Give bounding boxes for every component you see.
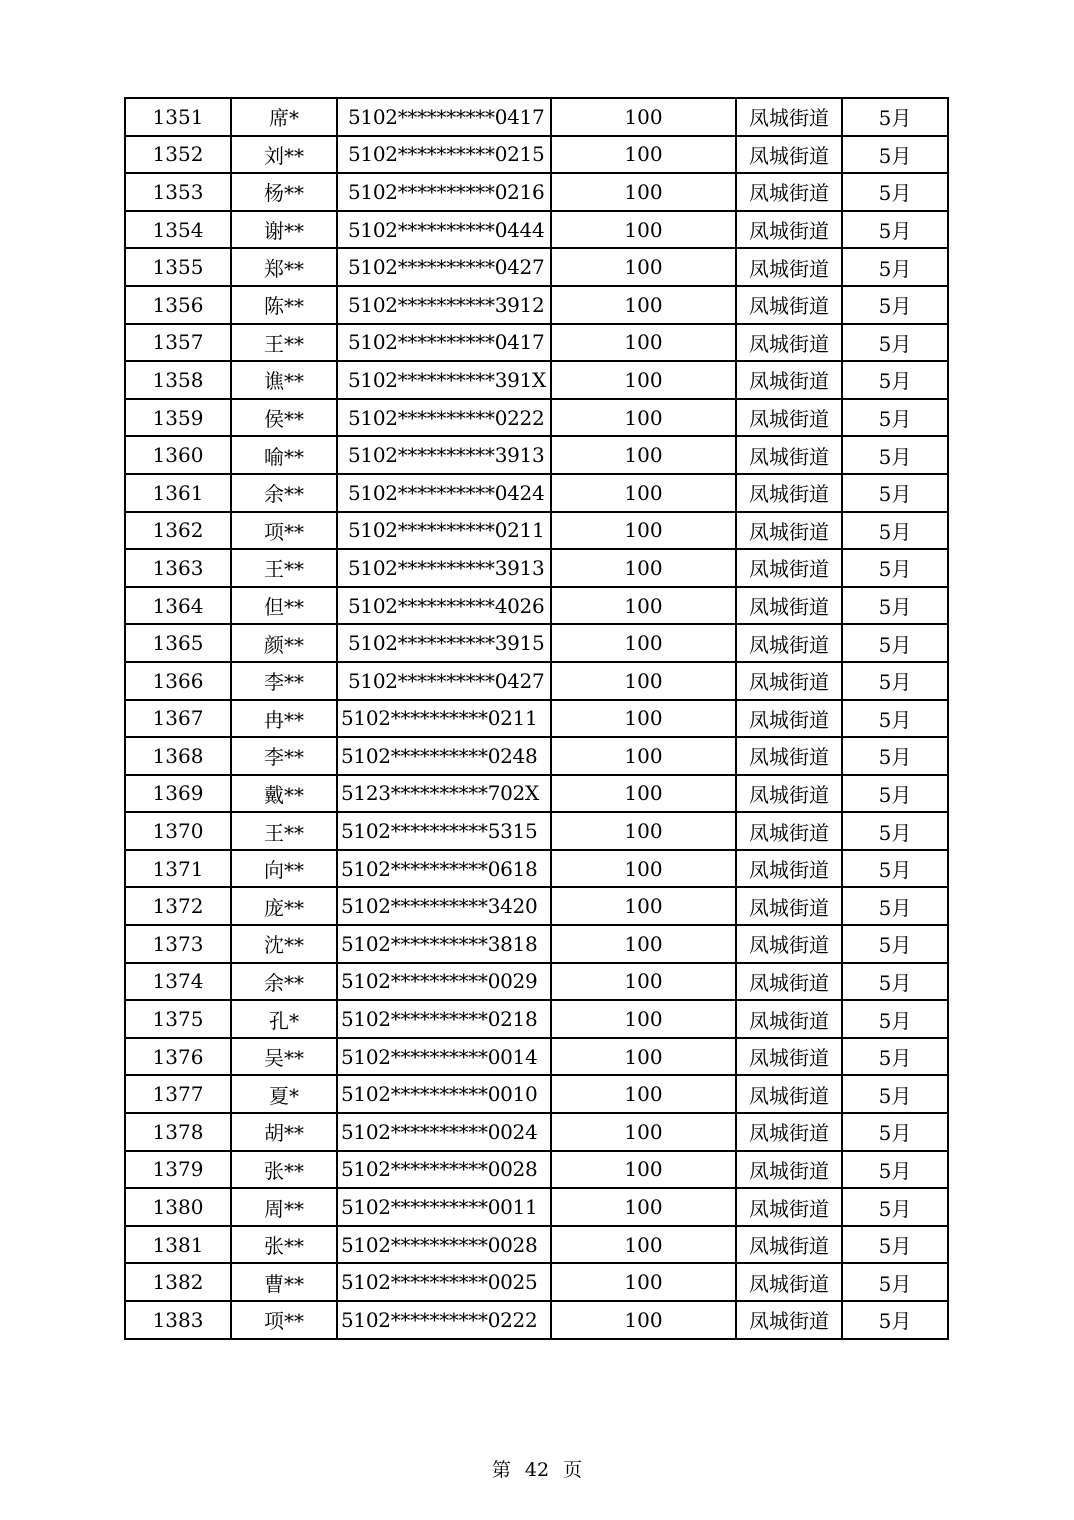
page-number: 42 xyxy=(524,1459,550,1481)
serial-number-cell: 1358 xyxy=(125,361,231,399)
name-cell: 李** xyxy=(231,662,337,700)
serial-number-cell: 1368 xyxy=(125,737,231,775)
id-number-cell: 5102**********0222 xyxy=(337,399,551,437)
street-cell: 凤城街道 xyxy=(736,1301,842,1339)
table-row xyxy=(125,1263,948,1301)
table-row xyxy=(125,474,948,512)
serial-number-cell: 1374 xyxy=(125,963,231,1001)
serial-number-cell: 1366 xyxy=(125,662,231,700)
footer-suffix: 页 xyxy=(563,1459,583,1481)
id-number-cell: 5102**********3913 xyxy=(337,436,551,474)
month-cell: 5月 xyxy=(842,662,948,700)
id-number-cell: 5102**********0216 xyxy=(337,173,551,211)
amount-cell: 100 xyxy=(551,1000,736,1038)
id-number-cell: 5102**********0218 xyxy=(337,1000,551,1038)
name-cell: 李** xyxy=(231,737,337,775)
name-cell: 谯** xyxy=(231,361,337,399)
month-cell: 5月 xyxy=(842,737,948,775)
table-row xyxy=(125,624,948,662)
amount-cell: 100 xyxy=(551,211,736,249)
amount-cell: 100 xyxy=(551,1151,736,1189)
name-cell: 谢** xyxy=(231,211,337,249)
serial-number-cell: 1371 xyxy=(125,850,231,888)
month-cell: 5月 xyxy=(842,98,948,136)
street-cell: 凤城街道 xyxy=(736,1226,842,1264)
id-number-cell: 5102**********0417 xyxy=(337,324,551,362)
page-footer xyxy=(0,1455,1074,1482)
street-cell: 凤城街道 xyxy=(736,737,842,775)
table-row xyxy=(125,700,948,738)
name-cell: 郑** xyxy=(231,248,337,286)
id-number-cell: 5102**********0011 xyxy=(337,1188,551,1226)
table-row xyxy=(125,248,948,286)
id-number-cell: 5102**********3915 xyxy=(337,624,551,662)
serial-number-cell: 1376 xyxy=(125,1038,231,1076)
serial-number-cell: 1382 xyxy=(125,1263,231,1301)
amount-cell: 100 xyxy=(551,1226,736,1264)
amount-cell: 100 xyxy=(551,98,736,136)
id-number-cell: 5102**********0014 xyxy=(337,1038,551,1076)
serial-number-cell: 1381 xyxy=(125,1226,231,1264)
id-number-cell: 5102**********3913 xyxy=(337,549,551,587)
name-cell: 沈** xyxy=(231,925,337,963)
serial-number-cell: 1367 xyxy=(125,700,231,738)
table-row xyxy=(125,587,948,625)
month-cell: 5月 xyxy=(842,887,948,925)
serial-number-cell: 1360 xyxy=(125,436,231,474)
month-cell: 5月 xyxy=(842,512,948,550)
amount-cell: 100 xyxy=(551,324,736,362)
id-number-cell: 5102**********0024 xyxy=(337,1113,551,1151)
street-cell: 凤城街道 xyxy=(736,399,842,437)
table-row xyxy=(125,737,948,775)
amount-cell: 100 xyxy=(551,248,736,286)
street-cell: 凤城街道 xyxy=(736,624,842,662)
street-cell: 凤城街道 xyxy=(736,549,842,587)
month-cell: 5月 xyxy=(842,286,948,324)
month-cell: 5月 xyxy=(842,436,948,474)
serial-number-cell: 1359 xyxy=(125,399,231,437)
id-number-cell: 5102**********0618 xyxy=(337,850,551,888)
serial-number-cell: 1378 xyxy=(125,1113,231,1151)
street-cell: 凤城街道 xyxy=(736,1188,842,1226)
month-cell: 5月 xyxy=(842,700,948,738)
table-row xyxy=(125,324,948,362)
name-cell: 冉** xyxy=(231,700,337,738)
month-cell: 5月 xyxy=(842,399,948,437)
amount-cell: 100 xyxy=(551,512,736,550)
amount-cell: 100 xyxy=(551,662,736,700)
street-cell: 凤城街道 xyxy=(736,812,842,850)
amount-cell: 100 xyxy=(551,850,736,888)
street-cell: 凤城街道 xyxy=(736,662,842,700)
id-number-cell: 5102**********5315 xyxy=(337,812,551,850)
table-row xyxy=(125,399,948,437)
id-number-cell: 5102**********3818 xyxy=(337,925,551,963)
table-row xyxy=(125,775,948,813)
table-row xyxy=(125,925,948,963)
month-cell: 5月 xyxy=(842,1301,948,1339)
table-row xyxy=(125,1151,948,1189)
table-row xyxy=(125,1075,948,1113)
table-row xyxy=(125,850,948,888)
id-number-cell: 5102**********0028 xyxy=(337,1226,551,1264)
name-cell: 张** xyxy=(231,1226,337,1264)
name-cell: 项** xyxy=(231,1301,337,1339)
name-cell: 侯** xyxy=(231,399,337,437)
id-number-cell: 5102**********0029 xyxy=(337,963,551,1001)
name-cell: 张** xyxy=(231,1151,337,1189)
id-number-cell: 5102**********0424 xyxy=(337,474,551,512)
table-row xyxy=(125,1188,948,1226)
amount-cell: 100 xyxy=(551,587,736,625)
name-cell: 余** xyxy=(231,474,337,512)
footer-prefix: 第 xyxy=(491,1459,511,1481)
street-cell: 凤城街道 xyxy=(736,850,842,888)
id-number-cell: 5102**********0211 xyxy=(337,512,551,550)
id-number-cell: 5102**********4026 xyxy=(337,587,551,625)
month-cell: 5月 xyxy=(842,1188,948,1226)
amount-cell: 100 xyxy=(551,925,736,963)
id-number-cell: 5102**********0222 xyxy=(337,1301,551,1339)
street-cell: 凤城街道 xyxy=(736,512,842,550)
month-cell: 5月 xyxy=(842,1075,948,1113)
street-cell: 凤城街道 xyxy=(736,248,842,286)
name-cell: 向** xyxy=(231,850,337,888)
street-cell: 凤城街道 xyxy=(736,700,842,738)
id-number-cell: 5102**********0427 xyxy=(337,662,551,700)
month-cell: 5月 xyxy=(842,1151,948,1189)
amount-cell: 100 xyxy=(551,775,736,813)
month-cell: 5月 xyxy=(842,587,948,625)
month-cell: 5月 xyxy=(842,324,948,362)
name-cell: 王** xyxy=(231,812,337,850)
street-cell: 凤城街道 xyxy=(736,1151,842,1189)
street-cell: 凤城街道 xyxy=(736,324,842,362)
amount-cell: 100 xyxy=(551,136,736,174)
month-cell: 5月 xyxy=(842,1113,948,1151)
month-cell: 5月 xyxy=(842,1263,948,1301)
amount-cell: 100 xyxy=(551,1301,736,1339)
amount-cell: 100 xyxy=(551,173,736,211)
month-cell: 5月 xyxy=(842,850,948,888)
id-number-cell: 5102**********3912 xyxy=(337,286,551,324)
amount-cell: 100 xyxy=(551,700,736,738)
serial-number-cell: 1383 xyxy=(125,1301,231,1339)
month-cell: 5月 xyxy=(842,211,948,249)
month-cell: 5月 xyxy=(842,1000,948,1038)
amount-cell: 100 xyxy=(551,286,736,324)
amount-cell: 100 xyxy=(551,549,736,587)
table-row xyxy=(125,1038,948,1076)
table-row xyxy=(125,98,948,136)
name-cell: 但** xyxy=(231,587,337,625)
id-number-cell: 5102**********0427 xyxy=(337,248,551,286)
name-cell: 王** xyxy=(231,324,337,362)
street-cell: 凤城街道 xyxy=(736,286,842,324)
serial-number-cell: 1362 xyxy=(125,512,231,550)
table-row xyxy=(125,173,948,211)
id-number-cell: 5102**********0215 xyxy=(337,136,551,174)
month-cell: 5月 xyxy=(842,624,948,662)
street-cell: 凤城街道 xyxy=(736,173,842,211)
id-number-cell: 5102**********0025 xyxy=(337,1263,551,1301)
amount-cell: 100 xyxy=(551,1038,736,1076)
table-row xyxy=(125,812,948,850)
table-row xyxy=(125,136,948,174)
id-number-cell: 5102**********0444 xyxy=(337,211,551,249)
serial-number-cell: 1369 xyxy=(125,775,231,813)
amount-cell: 100 xyxy=(551,1188,736,1226)
amount-cell: 100 xyxy=(551,436,736,474)
month-cell: 5月 xyxy=(842,1226,948,1264)
street-cell: 凤城街道 xyxy=(736,361,842,399)
serial-number-cell: 1356 xyxy=(125,286,231,324)
amount-cell: 100 xyxy=(551,737,736,775)
amount-cell: 100 xyxy=(551,1263,736,1301)
name-cell: 夏* xyxy=(231,1075,337,1113)
month-cell: 5月 xyxy=(842,173,948,211)
serial-number-cell: 1352 xyxy=(125,136,231,174)
name-cell: 杨** xyxy=(231,173,337,211)
name-cell: 胡** xyxy=(231,1113,337,1151)
street-cell: 凤城街道 xyxy=(736,98,842,136)
id-number-cell: 5102**********3420 xyxy=(337,887,551,925)
serial-number-cell: 1377 xyxy=(125,1075,231,1113)
serial-number-cell: 1365 xyxy=(125,624,231,662)
id-number-cell: 5102**********0417 xyxy=(337,98,551,136)
amount-cell: 100 xyxy=(551,1075,736,1113)
street-cell: 凤城街道 xyxy=(736,211,842,249)
name-cell: 喻** xyxy=(231,436,337,474)
table-row xyxy=(125,286,948,324)
month-cell: 5月 xyxy=(842,549,948,587)
street-cell: 凤城街道 xyxy=(736,1113,842,1151)
table-row xyxy=(125,1113,948,1151)
serial-number-cell: 1372 xyxy=(125,887,231,925)
street-cell: 凤城街道 xyxy=(736,963,842,1001)
serial-number-cell: 1357 xyxy=(125,324,231,362)
amount-cell: 100 xyxy=(551,361,736,399)
amount-cell: 100 xyxy=(551,624,736,662)
month-cell: 5月 xyxy=(842,136,948,174)
amount-cell: 100 xyxy=(551,963,736,1001)
amount-cell: 100 xyxy=(551,1113,736,1151)
name-cell: 戴** xyxy=(231,775,337,813)
serial-number-cell: 1351 xyxy=(125,98,231,136)
id-number-cell: 5102**********0028 xyxy=(337,1151,551,1189)
id-number-cell: 5102**********0211 xyxy=(337,700,551,738)
street-cell: 凤城街道 xyxy=(736,1038,842,1076)
amount-cell: 100 xyxy=(551,474,736,512)
month-cell: 5月 xyxy=(842,925,948,963)
serial-number-cell: 1363 xyxy=(125,549,231,587)
serial-number-cell: 1373 xyxy=(125,925,231,963)
street-cell: 凤城街道 xyxy=(736,775,842,813)
table-row xyxy=(125,963,948,1001)
amount-cell: 100 xyxy=(551,887,736,925)
table-row xyxy=(125,361,948,399)
name-cell: 曹** xyxy=(231,1263,337,1301)
street-cell: 凤城街道 xyxy=(736,887,842,925)
street-cell: 凤城街道 xyxy=(736,1075,842,1113)
roster-table xyxy=(124,97,949,1340)
table-row xyxy=(125,1000,948,1038)
table-row xyxy=(125,512,948,550)
name-cell: 吴** xyxy=(231,1038,337,1076)
name-cell: 颜** xyxy=(231,624,337,662)
street-cell: 凤城街道 xyxy=(736,925,842,963)
id-number-cell: 5102**********0248 xyxy=(337,737,551,775)
name-cell: 陈** xyxy=(231,286,337,324)
street-cell: 凤城街道 xyxy=(736,436,842,474)
name-cell: 孔* xyxy=(231,1000,337,1038)
month-cell: 5月 xyxy=(842,775,948,813)
serial-number-cell: 1375 xyxy=(125,1000,231,1038)
name-cell: 余** xyxy=(231,963,337,1001)
table-row xyxy=(125,1226,948,1264)
serial-number-cell: 1364 xyxy=(125,587,231,625)
street-cell: 凤城街道 xyxy=(736,136,842,174)
month-cell: 5月 xyxy=(842,1038,948,1076)
month-cell: 5月 xyxy=(842,963,948,1001)
table-row xyxy=(125,436,948,474)
street-cell: 凤城街道 xyxy=(736,587,842,625)
serial-number-cell: 1354 xyxy=(125,211,231,249)
serial-number-cell: 1361 xyxy=(125,474,231,512)
street-cell: 凤城街道 xyxy=(736,1000,842,1038)
month-cell: 5月 xyxy=(842,474,948,512)
name-cell: 庞** xyxy=(231,887,337,925)
serial-number-cell: 1370 xyxy=(125,812,231,850)
roster-table-body xyxy=(125,98,948,1339)
table-row xyxy=(125,1301,948,1339)
serial-number-cell: 1380 xyxy=(125,1188,231,1226)
month-cell: 5月 xyxy=(842,361,948,399)
table-row xyxy=(125,662,948,700)
id-number-cell: 5102**********391X xyxy=(337,361,551,399)
id-number-cell: 5102**********0010 xyxy=(337,1075,551,1113)
name-cell: 刘** xyxy=(231,136,337,174)
street-cell: 凤城街道 xyxy=(736,474,842,512)
amount-cell: 100 xyxy=(551,399,736,437)
table-row xyxy=(125,211,948,249)
name-cell: 王** xyxy=(231,549,337,587)
month-cell: 5月 xyxy=(842,248,948,286)
name-cell: 项** xyxy=(231,512,337,550)
table-row xyxy=(125,549,948,587)
name-cell: 席* xyxy=(231,98,337,136)
serial-number-cell: 1355 xyxy=(125,248,231,286)
street-cell: 凤城街道 xyxy=(736,1263,842,1301)
name-cell: 周** xyxy=(231,1188,337,1226)
amount-cell: 100 xyxy=(551,812,736,850)
table-row xyxy=(125,887,948,925)
serial-number-cell: 1353 xyxy=(125,173,231,211)
month-cell: 5月 xyxy=(842,812,948,850)
id-number-cell: 5123**********702X xyxy=(337,775,551,813)
serial-number-cell: 1379 xyxy=(125,1151,231,1189)
